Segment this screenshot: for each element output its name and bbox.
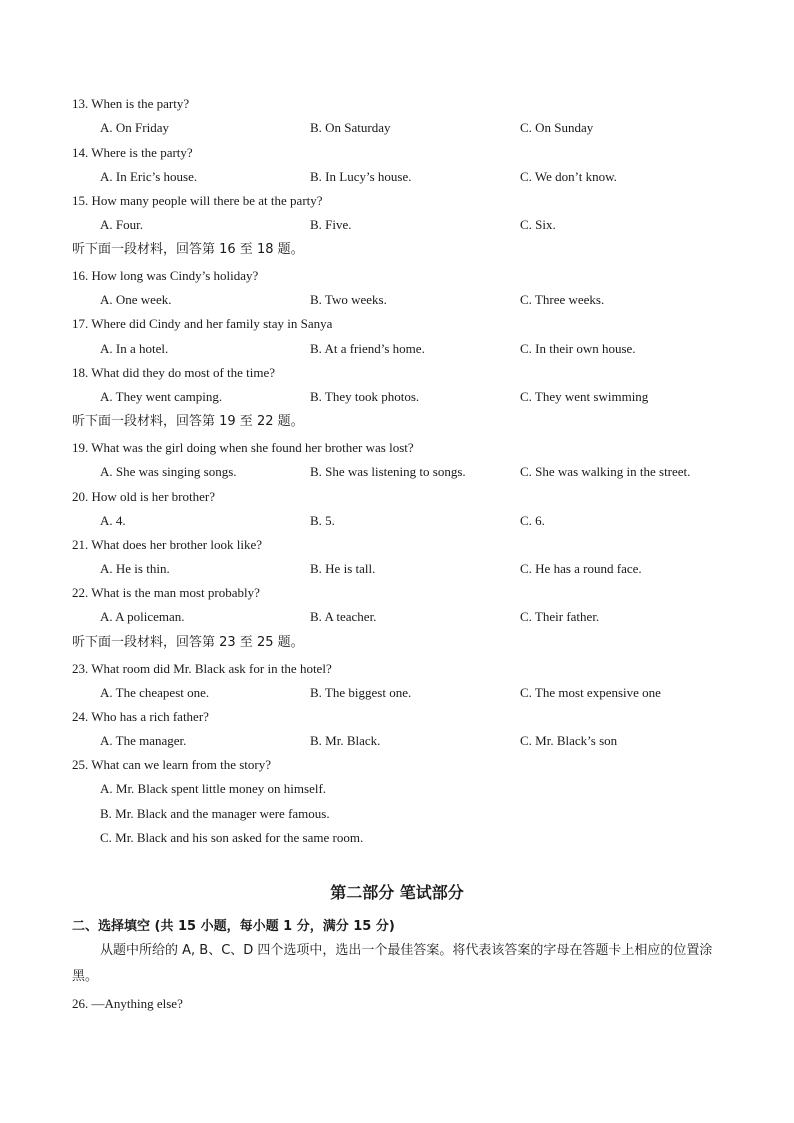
option-c: C. Six. <box>520 217 556 232</box>
option-b: B. In Lucy’s house. <box>310 169 412 184</box>
option-a: A. In a hotel. <box>100 341 169 356</box>
options-13 <box>0 120 794 136</box>
option-c: C. He has a round face. <box>520 561 642 576</box>
instruction-paragraph: 从题中所给的 A, B、C、D 四个选项中，选出一个最佳答案。将代表该答案的字母在答题卡上相应的位置涂黑。 <box>72 943 713 984</box>
question-15: 15. How many people will there be at the party? <box>72 193 323 208</box>
option-a: A. The manager. <box>100 733 187 748</box>
options-19 <box>0 464 794 480</box>
option-b: B. Mr. Black and the manager were famous. <box>100 806 330 821</box>
option-b: B. On Saturday <box>310 120 391 135</box>
option-c: C. On Sunday <box>520 120 594 135</box>
option-a: A. A policeman. <box>100 609 185 624</box>
option-c: C. We don’t know. <box>520 169 617 184</box>
section-heading: 二、选择填空 (共 15 小题，每小题 1 分，满分 15 分) <box>72 919 395 934</box>
option-a: A. Mr. Black spent little money on himself. <box>100 781 327 796</box>
question-14: 14. Where is the party? <box>72 145 193 160</box>
option-a: A. On Friday <box>100 120 169 135</box>
option-a: A. One week. <box>100 292 172 307</box>
option-a: A. In Eric’s house. <box>100 169 198 184</box>
instruction-16-18: 听下面一段材料，回答第 16 至 18 题。 <box>72 242 304 257</box>
option-a: A. They went camping. <box>100 389 223 404</box>
option-c: C. Their father. <box>520 609 600 624</box>
option-c: C. Three weeks. <box>520 292 605 307</box>
question-26: 26. —Anything else? <box>72 996 183 1011</box>
question-19: 19. What was the girl doing when she found her brother was lost? <box>72 440 414 455</box>
option-b: B. The biggest one. <box>310 685 412 700</box>
option-c: C. The most expensive one <box>520 685 661 700</box>
options-16 <box>0 292 794 308</box>
option-b: B. They took photos. <box>310 389 420 404</box>
option-b: B. Five. <box>310 217 352 232</box>
options-20 <box>0 513 794 529</box>
option-c: C. They went swimming <box>520 389 649 404</box>
question-25: 25. What can we learn from the story? <box>72 757 272 772</box>
option-b: B. Mr. Black. <box>310 733 381 748</box>
question-23: 23. What room did Mr. Black ask for in the hotel? <box>72 661 332 676</box>
option-c: C. In their own house. <box>520 341 636 356</box>
options-18 <box>0 389 794 405</box>
instruction-19-22: 听下面一段材料，回答第 19 至 22 题。 <box>72 414 304 429</box>
option-c: C. She was walking in the street. <box>520 464 691 479</box>
options-22 <box>0 609 794 625</box>
question-24: 24. Who has a rich father? <box>72 709 209 724</box>
question-20: 20. How old is her brother? <box>72 489 215 504</box>
option-c: C. Mr. Black’s son <box>520 733 618 748</box>
options-17 <box>0 341 794 357</box>
question-16: 16. How long was Cindy’s holiday? <box>72 268 259 283</box>
option-b: B. He is tall. <box>310 561 376 576</box>
option-c: C. 6. <box>520 513 545 528</box>
option-b: B. At a friend’s home. <box>310 341 425 356</box>
question-13: 13. When is the party? <box>72 96 190 111</box>
option-a: A. Four. <box>100 217 143 232</box>
option-a: A. He is thin. <box>100 561 170 576</box>
option-b: B. She was listening to songs. <box>310 464 466 479</box>
option-a: A. She was singing songs. <box>100 464 237 479</box>
question-18: 18. What did they do most of the time? <box>72 365 276 380</box>
option-b: B. Two weeks. <box>310 292 387 307</box>
options-14 <box>0 169 794 185</box>
instruction-23-25: 听下面一段材料，回答第 23 至 25 题。 <box>72 635 304 650</box>
options-24 <box>0 733 794 749</box>
options-21 <box>0 561 794 577</box>
question-21: 21. What does her brother look like? <box>72 537 263 552</box>
option-a: A. The cheapest one. <box>100 685 210 700</box>
option-a: A. 4. <box>100 513 126 528</box>
question-22: 22. What is the man most probably? <box>72 585 260 600</box>
option-b: B. A teacher. <box>310 609 377 624</box>
option-b: B. 5. <box>310 513 335 528</box>
question-17: 17. Where did Cindy and her family stay in Sanya <box>72 316 333 331</box>
option-c: C. Mr. Black and his son asked for the same room. <box>100 830 364 845</box>
section-title: 第二部分 笔试部分 <box>330 883 464 902</box>
options-23 <box>0 685 794 701</box>
options-15 <box>0 217 794 233</box>
